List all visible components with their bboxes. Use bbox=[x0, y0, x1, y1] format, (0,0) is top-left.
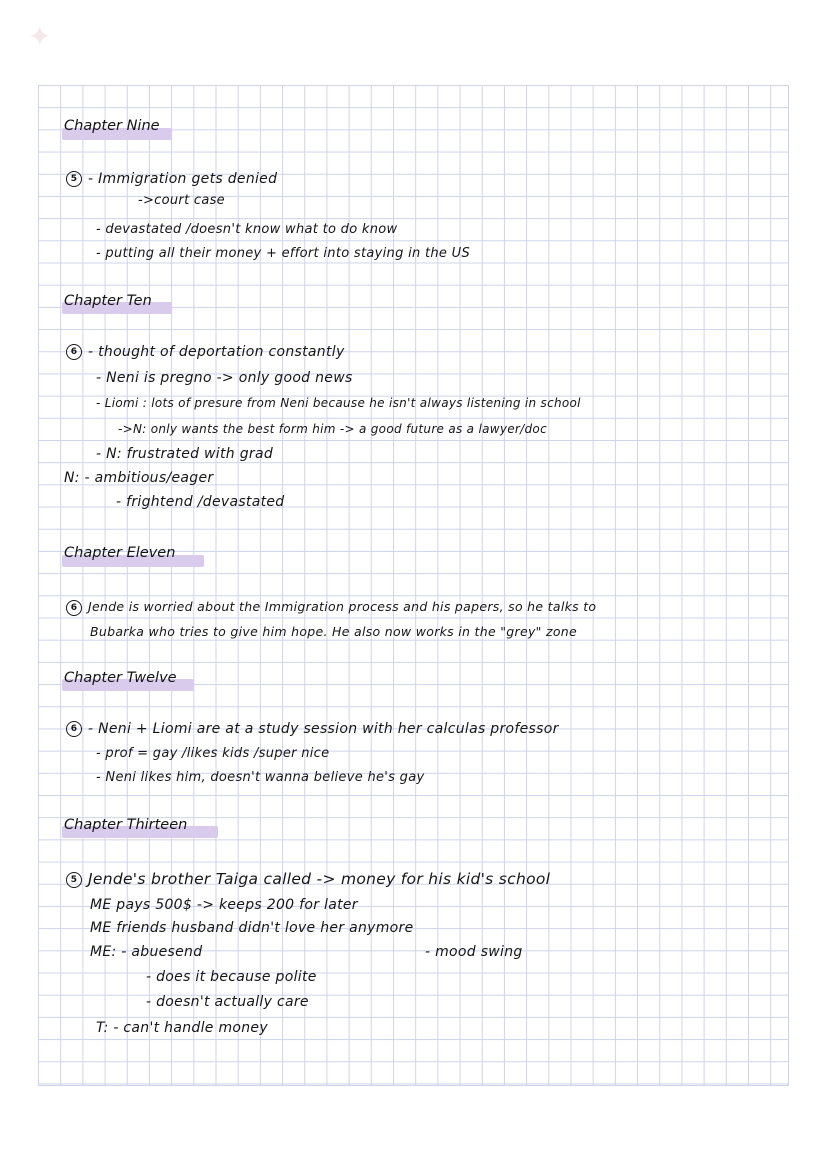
ch12-line-1 bbox=[66, 720, 559, 738]
ch9-line-4: - putting all their money + effort into staying in the US bbox=[96, 246, 470, 261]
ch13-text-1: Jende's brother Taiga called -> money for his kid's school bbox=[88, 870, 551, 888]
ch12-line-3: - Neni likes him, doesn't wanna believe he's gay bbox=[96, 770, 425, 785]
ch13-line-7: T: - can't handle money bbox=[96, 1020, 268, 1036]
ch12-text-1: - Neni + Liomi are at a study session with her calculas professor bbox=[88, 721, 559, 737]
ch11-line-1 bbox=[66, 598, 596, 616]
ch13-line-6: - doesn't actually care bbox=[146, 994, 309, 1010]
ch13-line-4b: - mood swing bbox=[425, 944, 523, 960]
ch10-line-4: ->N: only wants the best form him -> a good future as a lawyer/doc bbox=[118, 422, 547, 436]
circled-number: 6 bbox=[66, 721, 82, 737]
ch13-line-2: ME pays 500$ -> keeps 200 for later bbox=[90, 897, 358, 913]
circled-number: 5 bbox=[66, 171, 82, 187]
chapter-eleven-heading: Chapter Eleven bbox=[64, 545, 176, 561]
ch13-line-4: ME: - abuesend bbox=[90, 944, 203, 960]
ch10-line-6: N: - ambitious/eager bbox=[64, 470, 214, 486]
ch9-text-1: - Immigration gets denied bbox=[88, 171, 278, 187]
ch11-text-1: Jende is worried about the Immigration process and his papers, so he talks to bbox=[88, 599, 597, 614]
chapter-thirteen-heading: Chapter Thirteen bbox=[64, 817, 188, 833]
ch13-line-5: - does it because polite bbox=[146, 969, 317, 985]
ch11-line-2: Bubarka who tries to give him hope. He also now works in the "grey" zone bbox=[90, 624, 577, 639]
ch10-line-7: - frightend /devastated bbox=[116, 494, 285, 510]
circled-number: 5 bbox=[66, 872, 82, 888]
ch10-line-5: - N: frustrated with grad bbox=[96, 446, 274, 462]
ch9-line-1 bbox=[66, 170, 277, 188]
ch13-line-3: ME friends husband didn't love her anymore bbox=[90, 920, 414, 936]
circled-number: 6 bbox=[66, 600, 82, 616]
ch10-line-2: - Neni is pregno -> only good news bbox=[96, 370, 353, 386]
corner-mark: ✦ bbox=[28, 20, 52, 53]
circled-number: 6 bbox=[66, 344, 82, 360]
chapter-nine-heading: Chapter Nine bbox=[64, 118, 160, 134]
chapter-twelve-heading: Chapter Twelve bbox=[64, 670, 177, 686]
ch10-line-3: - Liomi : lots of presure from Neni because he isn't always listening in school bbox=[96, 396, 581, 410]
ch10-text-1: - thought of deportation constantly bbox=[88, 344, 345, 360]
ch13-line-1 bbox=[66, 870, 550, 888]
chapter-ten-heading: Chapter Ten bbox=[64, 293, 152, 309]
ch12-line-2: - prof = gay /likes kids /super nice bbox=[96, 746, 330, 761]
ch9-line-2: ->court case bbox=[138, 193, 225, 208]
ch10-line-1 bbox=[66, 343, 345, 361]
ch9-line-3: - devastated /doesn't know what to do know bbox=[96, 222, 398, 237]
